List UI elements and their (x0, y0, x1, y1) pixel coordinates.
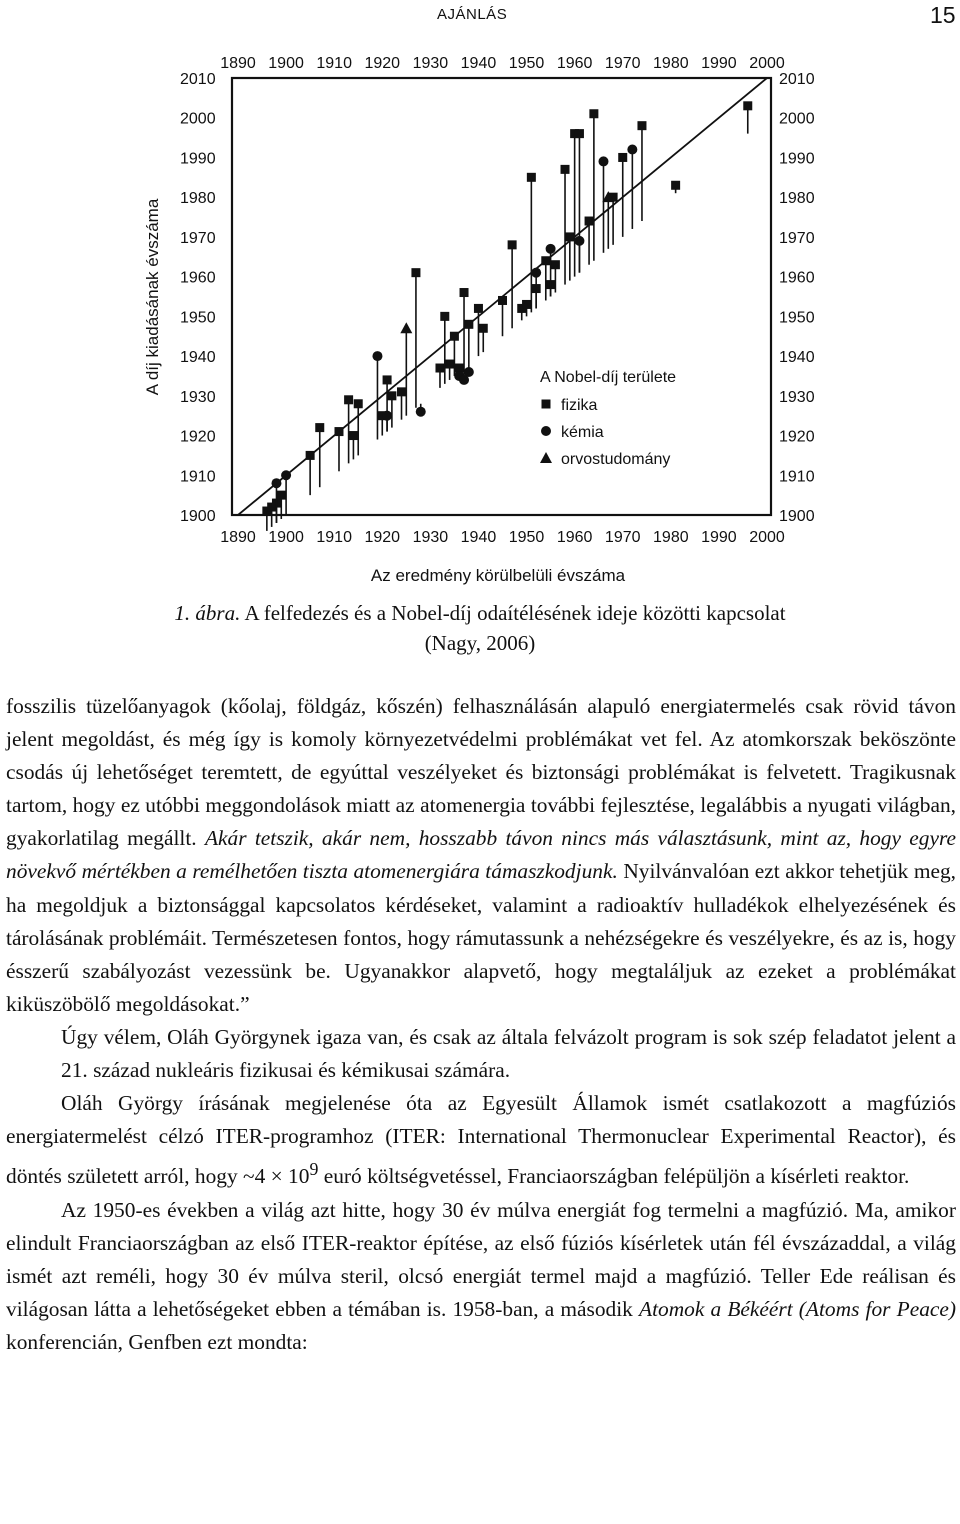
fizika-point (387, 391, 396, 400)
exponent: 9 (309, 1159, 319, 1180)
y-tick-left-label: 1910 (180, 468, 216, 486)
legend-circle-marker (541, 426, 551, 436)
y-tick-right-label: 2010 (779, 71, 815, 88)
x-tick-bottom-label: 1950 (508, 529, 545, 546)
x-tick-bottom-label: 1960 (556, 529, 593, 546)
caption-label: 1. ábra. (174, 601, 241, 625)
y-tick-left-label: 1970 (180, 229, 216, 247)
fizika-point (397, 387, 406, 396)
body-text (6, 690, 956, 1359)
fizika-point (585, 217, 594, 226)
paragraph-3-text: Oláh György írásának megjelenése óta az Egyesült Államok ismét csatlakozott a magfúziós energiatermelést célzó ITER-programhoz (ITER: International Thermonuclear Experimental Reactor), és döntés született arról, hogy ~4 × 10 (6, 1091, 956, 1189)
x-tick-top-label: 2000 (749, 55, 785, 72)
paragraph-4 (6, 1194, 956, 1359)
caption-text: A felfedezés és a Nobel-díj odaítélésének ideje közötti kapcsolat (Nagy, 2006) (244, 601, 786, 655)
x-tick-top-label: 1890 (220, 55, 256, 72)
fizika-point (306, 451, 315, 460)
legend-item-label: orvostudomány (561, 451, 671, 468)
nobel-chart (0, 0, 960, 600)
y-tick-left-label: 2010 (180, 71, 216, 88)
y-tick-left-label: 1940 (180, 349, 216, 367)
fizika-point (618, 153, 627, 162)
fizika-point (565, 232, 574, 241)
paragraph-1-italic: Akár tetszik, akár nem, hosszabb távon nincs más választásunk, mint az, hogy egyre növekvő mértékben a remélhetően tiszta atomenergiára támaszkodjunk. (6, 826, 956, 884)
x-tick-bottom-label: 1900 (268, 529, 304, 546)
running-header: AJÁNLÁS (437, 6, 508, 23)
x-tick-bottom-label: 2000 (749, 529, 785, 546)
x-tick-bottom-label: 1980 (653, 529, 689, 546)
fizika-point (450, 332, 459, 341)
legend-item-label: fizika (561, 397, 598, 414)
x-tick-top-label: 1950 (508, 55, 545, 72)
fizika-point (464, 320, 473, 329)
fizika-point (527, 173, 536, 182)
paragraph-3 (6, 1087, 956, 1193)
legend-item-label: kémia (561, 424, 604, 441)
y-tick-right-label: 1920 (779, 428, 815, 446)
x-tick-top-label: 1940 (460, 55, 497, 72)
fizika-point (541, 256, 550, 265)
kémia-point (627, 145, 637, 155)
paragraph-1 (6, 690, 956, 1021)
y-tick-right-label: 1980 (779, 190, 815, 208)
fizika-point (445, 360, 454, 369)
kémia-point (531, 268, 541, 278)
fizika-point (440, 312, 449, 321)
fizika-point (508, 240, 517, 249)
fizika-point (589, 109, 598, 118)
legend-square-marker (542, 400, 551, 409)
kémia-point (416, 407, 426, 417)
fizika-point (460, 288, 469, 297)
orvostudomány-point (400, 322, 412, 333)
fizika-point (637, 121, 646, 130)
kémia-point (598, 156, 608, 166)
kémia-point (574, 236, 584, 246)
fizika-point (575, 129, 584, 138)
x-tick-top-label: 1900 (268, 55, 304, 72)
figure-caption (160, 598, 800, 658)
fizika-point (344, 395, 353, 404)
x-tick-top-label: 1990 (701, 55, 737, 72)
x-tick-bottom-label: 1930 (412, 529, 449, 546)
kémia-point (382, 411, 392, 421)
fizika-point (498, 296, 507, 305)
x-tick-bottom-label: 1970 (604, 529, 641, 546)
x-tick-bottom-label: 1940 (460, 529, 497, 546)
y-tick-left-label: 1930 (180, 388, 216, 406)
fizika-point (474, 304, 483, 313)
y-tick-right-label: 2000 (779, 110, 815, 128)
y-tick-right-label: 1950 (779, 309, 815, 327)
legend-triangle-marker (540, 452, 552, 463)
y-tick-right-label: 1960 (779, 269, 815, 287)
fizika-point (315, 423, 324, 432)
y-axis-label: A díj kiadásának évszáma (143, 198, 162, 396)
y-tick-left-label: 1960 (180, 269, 216, 287)
x-tick-top-label: 1930 (412, 55, 449, 72)
fizika-point (522, 300, 531, 309)
fizika-point (435, 364, 444, 373)
fizika-point (479, 324, 488, 333)
page-number: 15 (930, 2, 956, 28)
x-tick-bottom-label: 1990 (701, 529, 737, 546)
paragraph-1-text: fosszilis tüzelőanyagok (kőolaj, földgáz, kőszén) felhasználásán alapuló energiatermelés csak rövid távon jelent megoldást, és még így is komoly környezetvédelmi problémákat vet fel. Az atomkorszak beköszönte csodás új lehetőséget teremtett, de egyúttal veszélyeket és biztonsági problémákat is felvetett. Tragikusnak tartom, hogy ez utóbbi meggondolások miatt az atomenergia további fejlesztése, legalábbis a nyugati világban, gyakorlatilag megállt. (6, 694, 956, 851)
y-tick-left-label: 1900 (180, 508, 216, 525)
y-tick-right-label: 1900 (779, 508, 815, 525)
legend-title: A Nobel-díj területe (540, 369, 677, 386)
y-tick-left-label: 1990 (180, 150, 216, 168)
x-tick-top-label: 1970 (604, 55, 641, 72)
fizika-point (334, 427, 343, 436)
paragraph-2: Úgy vélem, Oláh Györgynek igaza van, és csak az általa felvázolt program is sok szép feladatot jelent a 21. század nukleáris fizikusai és kémikusai számára. (61, 1024, 956, 1083)
fizika-point (671, 181, 680, 190)
y-tick-right-label: 1990 (779, 150, 815, 168)
paragraph-1-end: Nyilvánvalóan ezt akkor tehetjük meg, ha megoldjuk a biztonsággal kapcsolatos kérdéseket, valamint a radioaktív hulladékok elhelyezésének és tárolásának problémáit. Természetesen fontos, hogy rámutassunk a nehézségekre és veszélyekre, és az is, hogy ésszerű szabályozást vezessünk be. Ugyanakkor alapvető, hogy megtaláljuk az ezeket a problémákat kiküszöbölő megoldásokat.” (6, 859, 956, 1016)
fizika-point (561, 165, 570, 174)
kémia-point (281, 470, 291, 480)
y-tick-left-label: 1950 (180, 309, 216, 327)
paragraph-4-italic: Atomok a Békéért (Atoms for Peace) (639, 1296, 957, 1321)
y-tick-right-label: 1970 (779, 229, 815, 247)
fizika-point (743, 101, 752, 110)
y-tick-left-label: 1920 (180, 428, 216, 446)
fizika-point (277, 491, 286, 500)
paragraph-4-text: Az 1950-es években a világ azt hitte, hogy 30 év múlva energiát fog termelni a magfúzió. Ma, amikor elindult Franciaországban az első ITER-reaktor építése, az első fúziós kísérletek után fél évszázaddal, a világ ismét azt reméli, hogy 30 év múlva steril, olcsó energiát termel majd a magfúzió. Teller Ede reálisan és világosan látta a lehetőségeket ebben a témában is. 1958-ban, a második (6, 1197, 956, 1321)
paragraph-3-end: euró költségvetéssel, Franciaországban felépüljön a kísérleti reaktor. (318, 1164, 910, 1189)
y-tick-right-label: 1930 (779, 388, 815, 406)
y-tick-right-label: 1940 (779, 349, 815, 367)
x-tick-bottom-label: 1920 (364, 529, 401, 546)
x-tick-bottom-label: 1910 (316, 529, 352, 546)
x-tick-top-label: 1980 (653, 55, 689, 72)
x-tick-top-label: 1910 (316, 55, 352, 72)
kémia-point (546, 244, 556, 254)
fizika-point (411, 268, 420, 277)
kémia-point (372, 351, 382, 361)
paragraph-4-end: konferencián, Genfben ezt mondta: (6, 1329, 308, 1354)
fizika-point (383, 375, 392, 384)
x-tick-bottom-label: 1890 (220, 529, 256, 546)
fizika-point (551, 260, 560, 269)
fizika-point (349, 431, 358, 440)
x-tick-top-label: 1920 (364, 55, 401, 72)
y-tick-right-label: 1910 (779, 468, 815, 486)
kémia-point (271, 478, 281, 488)
y-tick-left-label: 2000 (180, 110, 216, 128)
x-tick-top-label: 1960 (556, 55, 593, 72)
kémia-point (464, 367, 474, 377)
y-tick-left-label: 1980 (180, 190, 216, 208)
x-axis-label: Az eredmény körülbelüli évszáma (370, 566, 626, 585)
fizika-point (354, 399, 363, 408)
